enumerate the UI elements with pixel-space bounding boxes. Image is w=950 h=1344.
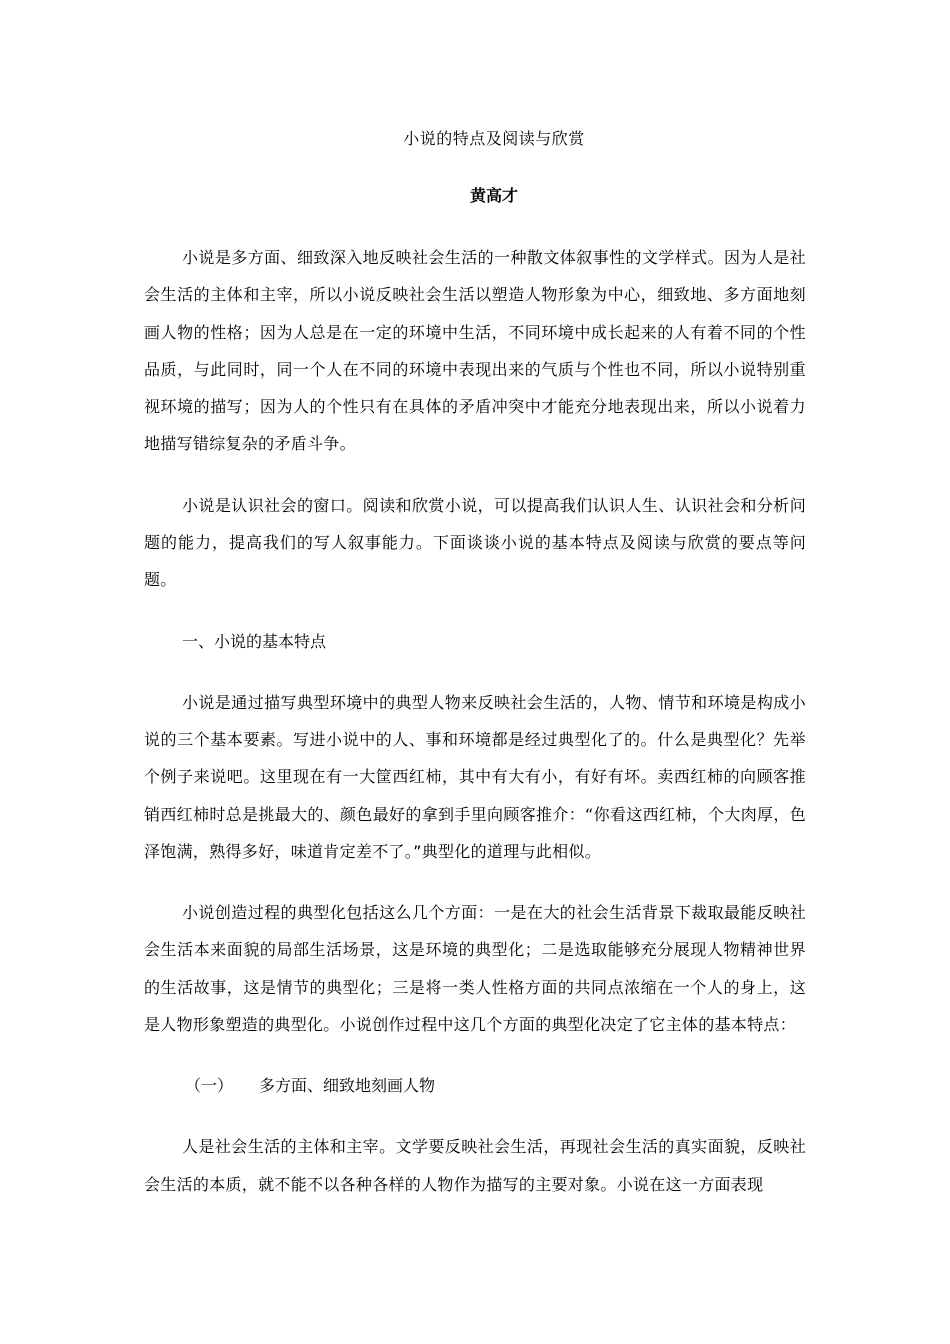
subsection-number: （一） <box>185 1076 234 1096</box>
paragraph: 小说是通过描写典型环境中的典型人物来反映社会生活的，人物、情节和环境是构成小说的三个基本要素。写进小说中的人、事和环境都是经过典型化了的。什么是典型化？先举个例子来说吧。这里现在有一大筐西红柿，其中有大有小，有好有坏。卖西红柿的向顾客推销西红柿时总是挑最大的、颜色最好的拿到手里向顾客推介：“你看这西红柿，个大肉厚，色泽饱满，熟得多好，味道肯定差不了。”典型化的道理与此相似。 <box>144 692 806 861</box>
paragraph: 小说是认识社会的窗口。阅读和欣赏小说，可以提高我们认识人生、认识社会和分析问题的能力，提高我们的写人叙事能力。下面谈谈小说的基本特点及阅读与欣赏的要点等问题。 <box>144 495 806 590</box>
document-body <box>144 239 806 1227</box>
document-author: 黄高才 <box>469 186 518 205</box>
subsection-heading <box>144 1067 806 1104</box>
paragraph: 人是社会生活的主体和主宰。文学要反映社会生活，再现社会生活的真实面貌，反映社会生活的本质，就不能不以各种各样的人物作为描写的主要对象。小说在这一方面表现 <box>144 1137 806 1194</box>
paragraph: 小说是多方面、细致深入地反映社会生活的一种散文体叙事性的文学样式。因为人是社会生活的主体和主宰，所以小说反映社会生活以塑造人物形象为中心，细致地、多方面地刻画人物的性格；因为人总是在一定的环境中生活，不同环境中成长起来的人有着不同的个性品质，与此同时，同一个人在不同的环境中表现出来的气质与个性也不同，所以小说特别重视环境的描写；因为人的个性只有在具体的矛盾冲突中才能充分地表现出来，所以小说着力地描写错综复杂的矛盾斗争。 <box>144 248 806 454</box>
paragraph: 小说创造过程的典型化包括这么几个方面：一是在大的社会生活背景下裁取最能反映社会生活本来面貌的局部生活场景，这是环境的典型化；二是选取能够充分展现人物精神世界的生活故事，这是情节的典型化；三是将一类人性格方面的共同点浓缩在一个人的身上，这是人物形象塑造的典型化。小说创作过程中这几个方面的典型化决定了它主体的基本特点： <box>144 903 806 1035</box>
subsection-title: 多方面、细致地刻画人物 <box>259 1076 436 1096</box>
document-title: 小说的特点及阅读与欣赏 <box>403 129 585 148</box>
section-heading: 一、小说的基本特点 <box>182 631 327 651</box>
